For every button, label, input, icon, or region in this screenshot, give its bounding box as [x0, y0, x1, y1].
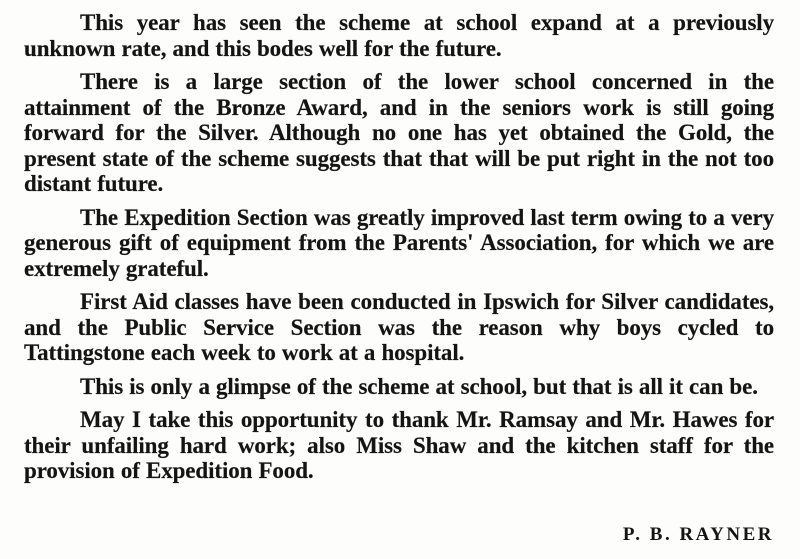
paragraph-thanks: May I take this opportunity to thank Mr. Ramsay and Mr. Hawes for their unfailing hard work; also Miss Shaw and the kitchen staff for the provision of Expedition Food.	[24, 407, 774, 483]
paragraph-first-aid: First Aid classes have been conducted in Ipswich for Silver candidates, and the Public Service Section was the reason why boys cycled to Tattingstone each week to work at a hospital.	[24, 289, 774, 365]
article-body	[24, 10, 774, 484]
paragraph-awards: There is a large section of the lower school concerned in the attainment of the Bronze Award, and in the seniors work is still going forward for the Silver. Although no one has yet obtained the Gold, the present state of the scheme suggests that that will be put right in the not too distant future.	[24, 69, 774, 196]
paragraph-scheme-expansion: This year has seen the scheme at school expand at a previously unknown rate, and this bodes well for the future.	[24, 10, 774, 61]
paragraph-glimpse: This is only a glimpse of the scheme at school, but that is all it can be.	[80, 373, 758, 399]
author-signature: P. B. RAYNER	[622, 524, 774, 545]
paragraph-expedition-section: The Expedition Section was greatly improved last term owing to a very generous gift of equipment from the Parents' Association, for which we are extremely grateful.	[24, 204, 774, 281]
